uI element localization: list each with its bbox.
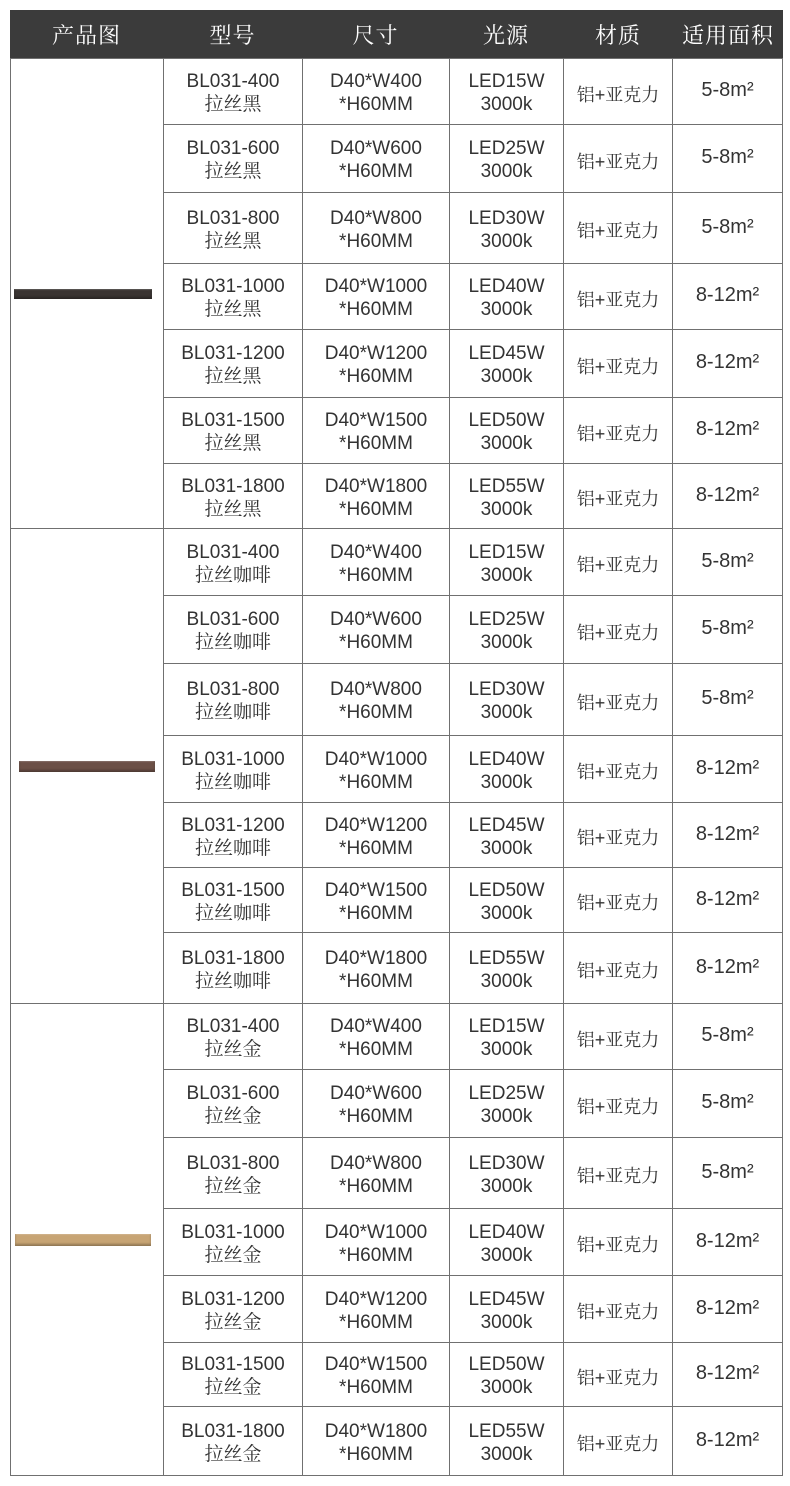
area-cell: [673, 193, 782, 263]
material-cell: [564, 1407, 672, 1475]
area-text: 5-8m²: [701, 146, 754, 168]
model-number: BL031-1200: [181, 1288, 285, 1310]
material-text: 铝+亚克力: [576, 151, 660, 172]
size-height: *H60MM: [339, 299, 413, 320]
color-temperature: 3000k: [480, 1039, 533, 1060]
size-dimensions: D40*W1200: [324, 343, 428, 364]
area-text: 8-12m²: [695, 1362, 760, 1384]
finish-name: 拉丝咖啡: [194, 564, 271, 586]
material-text: 铝+亚克力: [576, 423, 660, 444]
led-power: LED30W: [468, 679, 545, 700]
color-temperature: 3000k: [480, 970, 533, 992]
area-text: 8-12m²: [695, 1428, 760, 1451]
light-source-cell: [450, 1276, 563, 1342]
model-cell: [164, 330, 302, 397]
led-power: LED45W: [468, 343, 545, 364]
size-cell: [303, 933, 449, 1003]
light-source-cell: [450, 1343, 563, 1406]
size-height: *H60MM: [339, 1443, 413, 1465]
size-dimensions: D40*W1500: [324, 410, 428, 431]
material-text: 铝+亚克力: [576, 489, 660, 509]
led-power: LED45W: [468, 1288, 545, 1310]
color-temperature: 3000k: [480, 837, 533, 859]
area-cell: [673, 664, 782, 735]
material-cell: [564, 1004, 672, 1069]
size-cell: [303, 1343, 449, 1406]
model-cell: [164, 125, 302, 192]
light-source-cell: [450, 264, 563, 329]
model-number: BL031-1500: [181, 1354, 285, 1375]
model-cell: [164, 1070, 302, 1137]
size-cell: [303, 868, 449, 932]
size-height: *H60MM: [339, 970, 413, 992]
light-source-cell: [450, 464, 563, 528]
model-number: BL031-1200: [181, 343, 285, 364]
header-product-image: 产品图: [51, 22, 121, 48]
model-number: BL031-1000: [181, 276, 285, 297]
model-cell: [164, 664, 302, 735]
led-power: LED30W: [468, 207, 545, 229]
size-dimensions: D40*W1800: [324, 1420, 428, 1442]
area-text: 8-12m²: [695, 1296, 760, 1319]
size-height: *H60MM: [339, 837, 413, 859]
size-dimensions: D40*W400: [330, 541, 422, 563]
light-source-cell: [450, 1138, 563, 1208]
material-cell: [564, 398, 672, 463]
size-cell: [303, 330, 449, 397]
size-cell: [303, 1407, 449, 1475]
led-power: LED55W: [468, 947, 545, 969]
size-cell: [303, 664, 449, 735]
model-number: BL031-1500: [181, 879, 285, 901]
color-temperature: 3000k: [480, 1106, 533, 1127]
finish-name: 拉丝咖啡: [194, 902, 271, 924]
finish-name: 拉丝咖啡: [194, 837, 271, 859]
size-cell: [303, 398, 449, 463]
material-cell: [564, 529, 672, 595]
color-temperature: 3000k: [480, 564, 533, 586]
size-height: *H60MM: [339, 902, 413, 924]
area-cell: [673, 1276, 782, 1342]
header-material: 材质: [594, 22, 641, 48]
model-number: BL031-1800: [181, 475, 285, 497]
finish-name: 拉丝金: [204, 1311, 262, 1333]
led-power: LED25W: [468, 138, 545, 159]
size-height: *H60MM: [339, 498, 413, 520]
material-cell: [564, 868, 672, 932]
product-image-cell: [11, 529, 163, 1003]
size-dimensions: D40*W600: [330, 609, 422, 630]
finish-name: 拉丝黑: [204, 299, 262, 320]
finish-name: 拉丝金: [204, 1377, 262, 1398]
light-source-cell: [450, 803, 563, 867]
model-number: BL031-1000: [181, 748, 285, 770]
size-dimensions: D40*W1500: [324, 879, 428, 901]
color-temperature: 3000k: [480, 94, 533, 115]
color-temperature: 3000k: [480, 1377, 533, 1398]
area-cell: [673, 1004, 782, 1069]
size-height: *H60MM: [339, 1377, 413, 1398]
model-cell: [164, 464, 302, 528]
material-cell: [564, 1343, 672, 1406]
size-height: *H60MM: [339, 564, 413, 586]
model-cell: [164, 1004, 302, 1069]
size-dimensions: D40*W1000: [324, 748, 428, 770]
size-dimensions: D40*W1200: [324, 1288, 428, 1310]
color-temperature: 3000k: [480, 702, 533, 723]
model-number: BL031-600: [186, 1083, 280, 1104]
color-temperature: 3000k: [480, 902, 533, 924]
size-dimensions: D40*W400: [330, 71, 422, 92]
size-dimensions: D40*W800: [330, 207, 422, 229]
finish-name: 拉丝黑: [204, 433, 262, 454]
size-dimensions: D40*W600: [330, 1083, 422, 1104]
size-height: *H60MM: [339, 161, 413, 182]
model-number: BL031-1800: [181, 1420, 285, 1442]
area-text: 5-8m²: [701, 79, 754, 101]
material-text: 铝+亚克力: [576, 622, 660, 643]
light-source-cell: [450, 125, 563, 192]
material-cell: [564, 596, 672, 663]
material-cell: [564, 464, 672, 528]
led-power: LED15W: [468, 71, 545, 92]
size-cell: [303, 125, 449, 192]
led-power: LED15W: [468, 541, 545, 563]
finish-name: 拉丝咖啡: [194, 632, 271, 653]
material-cell: [564, 193, 672, 263]
size-height: *H60MM: [339, 702, 413, 723]
model-number: BL031-600: [186, 138, 280, 159]
size-cell: [303, 1004, 449, 1069]
size-dimensions: D40*W1000: [324, 1221, 428, 1243]
area-cell: [673, 1343, 782, 1406]
led-power: LED50W: [468, 410, 545, 431]
size-cell: [303, 529, 449, 595]
light-source-cell: [450, 193, 563, 263]
area-cell: [673, 868, 782, 932]
led-power: LED15W: [468, 1016, 545, 1037]
material-text: 铝+亚克力: [576, 1302, 660, 1322]
size-cell: [303, 1070, 449, 1137]
finish-name: 拉丝咖啡: [194, 970, 271, 992]
color-temperature: 3000k: [480, 771, 533, 793]
model-cell: [164, 803, 302, 867]
size-dimensions: D40*W600: [330, 138, 422, 159]
area-cell: [673, 736, 782, 802]
size-height: *H60MM: [339, 1311, 413, 1333]
size-cell: [303, 59, 449, 124]
color-temperature: 3000k: [480, 1311, 533, 1333]
material-cell: [564, 1070, 672, 1137]
light-source-cell: [450, 596, 563, 663]
finish-name: 拉丝金: [204, 1106, 262, 1127]
finish-name: 拉丝金: [204, 1443, 262, 1465]
color-temperature: 3000k: [480, 433, 533, 454]
area-text: 8-12m²: [695, 1229, 760, 1252]
material-cell: [564, 59, 672, 124]
area-text: 8-12m²: [695, 822, 760, 845]
area-text: 8-12m²: [695, 756, 760, 779]
material-text: 铝+亚克力: [576, 356, 660, 377]
finish-name: 拉丝金: [204, 1175, 262, 1197]
size-height: *H60MM: [339, 632, 413, 653]
finish-name: 拉丝金: [204, 1039, 262, 1060]
header-size: 尺寸: [352, 22, 399, 48]
finish-name: 拉丝黑: [204, 161, 262, 182]
finish-name: 拉丝黑: [204, 498, 262, 520]
model-cell: [164, 736, 302, 802]
model-cell: [164, 868, 302, 932]
size-height: *H60MM: [339, 433, 413, 454]
model-number: BL031-800: [186, 1152, 280, 1174]
area-text: 5-8m²: [701, 687, 754, 709]
light-source-cell: [450, 59, 563, 124]
model-cell: [164, 193, 302, 263]
model-cell: [164, 59, 302, 124]
finish-name: 拉丝咖啡: [194, 771, 271, 793]
size-dimensions: D40*W1200: [324, 814, 428, 836]
material-cell: [564, 125, 672, 192]
size-dimensions: D40*W800: [330, 1152, 422, 1174]
material-text: 铝+亚克力: [576, 762, 660, 782]
area-cell: [673, 933, 782, 1003]
model-cell: [164, 398, 302, 463]
material-text: 铝+亚克力: [576, 1096, 660, 1117]
size-dimensions: D40*W400: [330, 1016, 422, 1037]
size-height: *H60MM: [339, 94, 413, 115]
model-number: BL031-1000: [181, 1221, 285, 1243]
color-temperature: 3000k: [480, 366, 533, 387]
led-power: LED40W: [468, 748, 545, 770]
table-header: [10, 10, 783, 58]
model-number: BL031-1800: [181, 947, 285, 969]
material-text: 铝+亚克力: [576, 1434, 660, 1454]
size-height: *H60MM: [339, 771, 413, 793]
light-source-cell: [450, 398, 563, 463]
area-cell: [673, 464, 782, 528]
area-text: 8-12m²: [695, 955, 760, 978]
model-number: BL031-400: [186, 71, 280, 92]
area-cell: [673, 1070, 782, 1137]
area-text: 8-12m²: [695, 418, 760, 440]
size-height: *H60MM: [339, 1175, 413, 1197]
area-cell: [673, 125, 782, 192]
area-cell: [673, 1407, 782, 1475]
material-text: 铝+亚克力: [576, 1235, 660, 1255]
area-cell: [673, 59, 782, 124]
area-text: 8-12m²: [695, 351, 760, 373]
material-cell: [564, 664, 672, 735]
led-power: LED55W: [468, 1420, 545, 1442]
size-dimensions: D40*W1000: [324, 276, 428, 297]
color-temperature: 3000k: [480, 1175, 533, 1197]
material-text: 铝+亚克力: [576, 961, 660, 981]
size-cell: [303, 1209, 449, 1275]
model-cell: [164, 1276, 302, 1342]
size-dimensions: D40*W800: [330, 679, 422, 700]
color-temperature: 3000k: [480, 1443, 533, 1465]
material-text: 铝+亚克力: [576, 289, 660, 310]
color-temperature: 3000k: [480, 632, 533, 653]
model-cell: [164, 1407, 302, 1475]
color-temperature: 3000k: [480, 299, 533, 320]
size-cell: [303, 736, 449, 802]
size-cell: [303, 1138, 449, 1208]
area-text: 8-12m²: [695, 483, 760, 506]
area-text: 5-8m²: [701, 1024, 754, 1046]
area-cell: [673, 1138, 782, 1208]
area-cell: [673, 264, 782, 329]
product-image-cell: [11, 59, 163, 528]
size-height: *H60MM: [339, 366, 413, 387]
model-number: BL031-400: [186, 1016, 280, 1037]
size-height: *H60MM: [339, 1106, 413, 1127]
area-text: 8-12m²: [695, 887, 760, 910]
light-source-cell: [450, 664, 563, 735]
material-text: 铝+亚克力: [576, 893, 660, 913]
led-power: LED30W: [468, 1152, 545, 1174]
color-temperature: 3000k: [480, 230, 533, 252]
model-cell: [164, 1343, 302, 1406]
material-cell: [564, 1138, 672, 1208]
material-text: 铝+亚克力: [576, 828, 660, 848]
light-source-cell: [450, 1070, 563, 1137]
material-text: 铝+亚克力: [576, 1166, 660, 1186]
model-number: BL031-600: [186, 609, 280, 630]
size-cell: [303, 803, 449, 867]
header-area: 适用面积: [681, 22, 774, 48]
led-power: LED50W: [468, 1354, 545, 1375]
header-model: 型号: [209, 22, 256, 48]
product-image-cell: [11, 1004, 163, 1475]
header-light-source: 光源: [482, 22, 529, 48]
light-source-cell: [450, 868, 563, 932]
led-power: LED55W: [468, 475, 545, 497]
product-photo-gold: [15, 1234, 151, 1246]
light-source-cell: [450, 330, 563, 397]
finish-name: 拉丝咖啡: [194, 702, 271, 723]
area-text: 5-8m²: [701, 1091, 754, 1113]
model-cell: [164, 933, 302, 1003]
product-photo-black: [14, 289, 152, 299]
size-dimensions: D40*W1800: [324, 475, 428, 497]
model-cell: [164, 529, 302, 595]
product-photo-coffee: [19, 761, 155, 772]
material-cell: [564, 803, 672, 867]
led-power: LED25W: [468, 1083, 545, 1104]
material-text: 铝+亚克力: [576, 555, 660, 575]
material-cell: [564, 933, 672, 1003]
material-cell: [564, 1209, 672, 1275]
light-source-cell: [450, 1004, 563, 1069]
size-dimensions: D40*W1500: [324, 1354, 428, 1375]
light-source-cell: [450, 529, 563, 595]
area-cell: [673, 803, 782, 867]
finish-name: 拉丝黑: [204, 366, 262, 387]
size-cell: [303, 264, 449, 329]
led-power: LED40W: [468, 1221, 545, 1243]
area-text: 5-8m²: [701, 617, 754, 639]
model-cell: [164, 1138, 302, 1208]
led-power: LED50W: [468, 879, 545, 901]
area-text: 5-8m²: [701, 215, 754, 238]
material-cell: [564, 264, 672, 329]
light-source-cell: [450, 933, 563, 1003]
model-number: BL031-800: [186, 207, 280, 229]
size-cell: [303, 193, 449, 263]
light-source-cell: [450, 736, 563, 802]
finish-name: 拉丝黑: [204, 94, 262, 115]
size-cell: [303, 464, 449, 528]
size-cell: [303, 596, 449, 663]
size-height: *H60MM: [339, 230, 413, 252]
material-text: 铝+亚克力: [576, 221, 660, 241]
size-cell: [303, 1276, 449, 1342]
light-source-cell: [450, 1407, 563, 1475]
area-cell: [673, 398, 782, 463]
material-cell: [564, 736, 672, 802]
area-text: 5-8m²: [701, 549, 754, 572]
area-cell: [673, 330, 782, 397]
area-text: 5-8m²: [701, 1160, 754, 1183]
model-cell: [164, 596, 302, 663]
model-cell: [164, 264, 302, 329]
finish-name: 拉丝黑: [204, 230, 262, 252]
model-number: BL031-1500: [181, 410, 285, 431]
size-height: *H60MM: [339, 1039, 413, 1060]
led-power: LED45W: [468, 814, 545, 836]
material-text: 铝+亚克力: [576, 692, 660, 713]
color-temperature: 3000k: [480, 161, 533, 182]
area-cell: [673, 596, 782, 663]
color-temperature: 3000k: [480, 498, 533, 520]
led-power: LED25W: [468, 609, 545, 630]
finish-name: 拉丝金: [204, 1244, 262, 1266]
area-text: 8-12m²: [695, 284, 760, 306]
material-cell: [564, 1276, 672, 1342]
size-dimensions: D40*W1800: [324, 947, 428, 969]
model-number: BL031-400: [186, 541, 280, 563]
light-source-cell: [450, 1209, 563, 1275]
led-power: LED40W: [468, 276, 545, 297]
material-text: 铝+亚克力: [576, 1367, 660, 1388]
model-cell: [164, 1209, 302, 1275]
material-cell: [564, 330, 672, 397]
spec-table: [10, 58, 783, 1476]
model-number: BL031-1200: [181, 814, 285, 836]
area-cell: [673, 529, 782, 595]
material-text: 铝+亚克力: [576, 1029, 660, 1050]
model-number: BL031-800: [186, 679, 280, 700]
color-temperature: 3000k: [480, 1244, 533, 1266]
material-text: 铝+亚克力: [576, 84, 660, 105]
area-cell: [673, 1209, 782, 1275]
size-height: *H60MM: [339, 1244, 413, 1266]
